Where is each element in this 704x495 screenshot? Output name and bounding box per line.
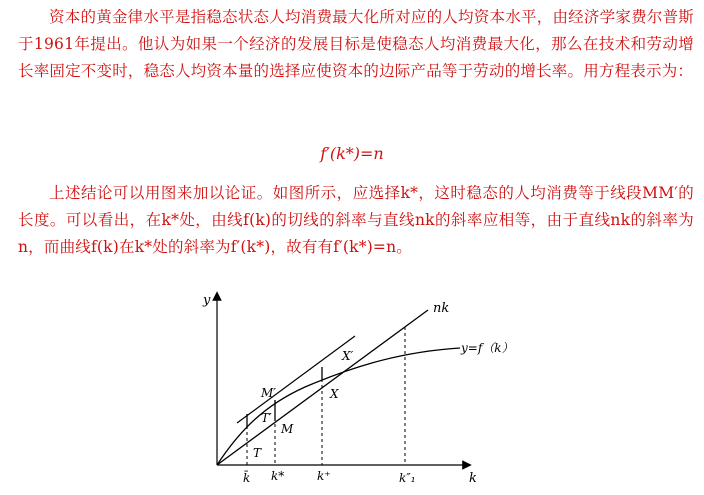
curve-label: y=f（k） [461, 341, 514, 355]
golden-rule-diagram [195, 290, 514, 490]
paragraph-graph-argument: 上述结论可以用图来加以论证。如图所示，应选择k*，这时稳态的人均消费等于线段MM′的长度。可以看出，在k*处，由线f(k)的切线的斜率与直线nk的斜率应相等，由于直线nk的斜率为n，而曲线f(k)在k*处的斜率为f′(k*)，故有有f′(k*)=n。 [18, 184, 694, 256]
point-label-M-prime: M′ [261, 386, 277, 400]
tick-label-k-plus: k⁺ [317, 469, 331, 483]
point-label-M: M [281, 422, 294, 436]
point-label-T: T [253, 446, 262, 460]
nk-label: nk [433, 301, 450, 316]
golden-rule-equation: f′(k*)=n [320, 144, 384, 163]
y-axis-label: y [203, 293, 211, 308]
point-label-X-prime: X′ [342, 349, 354, 363]
point-label-T-prime: T′ [261, 411, 272, 425]
paragraph-golden-rule-intro: 资本的黄金律水平是指稳态状态人均消费最大化所对应的人均资本水平，由经济学家费尔普斯于1961年提出。他认为如果一个经济的发展目标是使稳态人均消费最大化，那么在技术和劳动增长率固定不变时，稳态人均资本量的选择应使资本的边际产品等于劳动的增长率。用方程表示为： [18, 8, 694, 80]
point-label-X: X [330, 387, 339, 401]
x-axis-label: k [469, 471, 477, 486]
tick-label-k-bar: k̄ [243, 471, 251, 485]
tick-label-k-star: k* [271, 469, 285, 483]
tick-label-k1-double-prime: k″₁ [399, 471, 416, 485]
tangent-line [237, 336, 355, 423]
